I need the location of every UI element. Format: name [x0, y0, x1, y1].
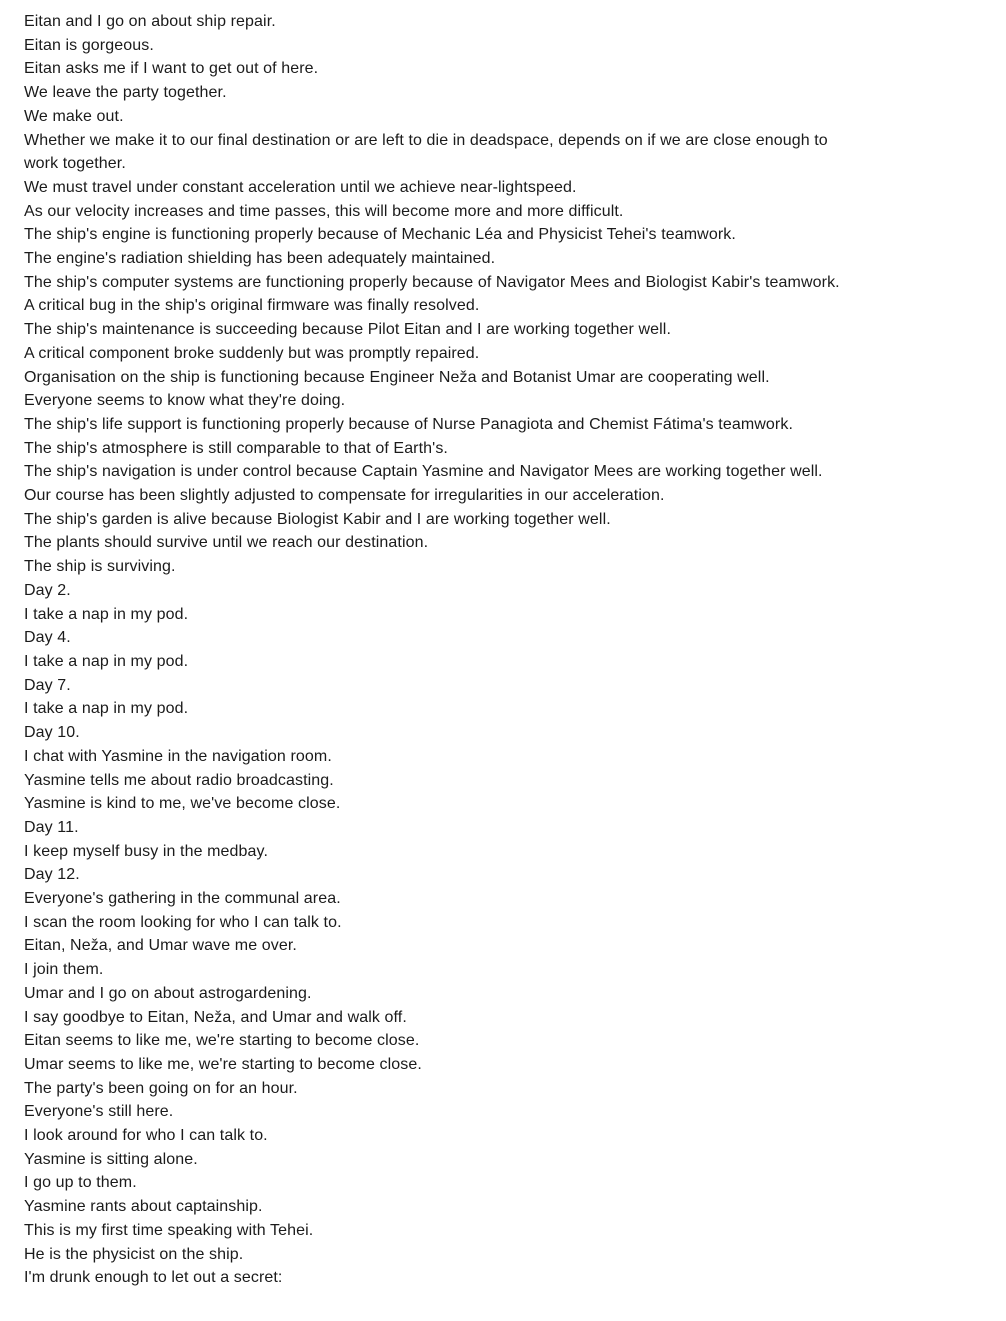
text-line: The ship's engine is functioning properly because of Mechanic Léa and Physicist Tehei's teamwork.: [24, 226, 736, 244]
text-line: I say goodbye to Eitan, Neža, and Umar and walk off.: [24, 1008, 407, 1026]
text-line: Organisation on the ship is functioning because Engineer Neža and Botanist Umar are cooperating well.: [24, 368, 770, 386]
text-line: Yasmine is kind to me, we've become close.: [24, 795, 341, 813]
text-line: I join them.: [24, 961, 104, 979]
text-line: We leave the party together.: [24, 84, 227, 102]
text-line: Eitan is gorgeous.: [24, 36, 154, 54]
text-line: I'm drunk enough to let out a secret:: [24, 1269, 283, 1287]
text-line: Eitan, Neža, and Umar wave me over.: [24, 937, 297, 955]
text-line: The ship's maintenance is succeeding because Pilot Eitan and I are working together well.: [24, 321, 671, 339]
text-line: Day 2.: [24, 581, 71, 599]
text-line: Yasmine rants about captainship.: [24, 1198, 263, 1216]
text-line: Eitan seems to like me, we're starting to become close.: [24, 1032, 420, 1050]
text-line: I go up to them.: [24, 1174, 137, 1192]
text-line: The ship's life support is functioning properly because of Nurse Panagiota and Chemist Fátima's teamwork.: [24, 415, 793, 433]
text-line: The ship's computer systems are functioning properly because of Navigator Mees and Biologist Kabir's teamwork.: [24, 273, 840, 291]
text-line: Eitan and I go on about ship repair.: [24, 13, 276, 30]
text-line: Day 10.: [24, 724, 80, 742]
text-line: Everyone's gathering in the communal area.: [24, 890, 341, 908]
text-line: Yasmine is sitting alone.: [24, 1150, 198, 1168]
text-line: Whether we make it to our final destination or are left to die in deadspace, depends on if we are close enough to: [24, 131, 828, 149]
text-line: As our velocity increases and time passes, this will become more and more difficult.: [24, 202, 624, 220]
text-line: I look around for who I can talk to.: [24, 1127, 268, 1145]
text-line: Umar seems to like me, we're starting to become close.: [24, 1055, 422, 1073]
text-line: He is the physicist on the ship.: [24, 1245, 244, 1263]
text-line: Everyone seems to know what they're doing.: [24, 392, 346, 410]
text-line: Day 11.: [24, 818, 79, 836]
text-line: This is my first time speaking with Tehei.: [24, 1221, 314, 1239]
text-line: The plants should survive until we reach our destination.: [24, 534, 429, 552]
document-body: [24, 10, 990, 1290]
text-line: I take a nap in my pod.: [24, 605, 189, 623]
text-line: Everyone's still here.: [24, 1103, 174, 1121]
text-line: We make out.: [24, 107, 124, 125]
text-line: Eitan asks me if I want to get out of here.: [24, 60, 319, 78]
text-line: Day 7.: [24, 676, 71, 694]
text-line: I keep myself busy in the medbay.: [24, 842, 269, 860]
text-line: Our course has been slightly adjusted to compensate for irregularities in our acceleration.: [24, 487, 665, 505]
text-line: Day 12.: [24, 866, 80, 884]
text-line: I chat with Yasmine in the navigation room.: [24, 747, 332, 765]
text-line: I take a nap in my pod.: [24, 652, 189, 670]
text-line: The ship is surviving.: [24, 558, 176, 576]
text-line: I scan the room looking for who I can talk to.: [24, 913, 342, 931]
text-line: The party's been going on for an hour.: [24, 1079, 298, 1097]
text-line: The ship's navigation is under control because Captain Yasmine and Navigator Mees are working together well.: [24, 463, 823, 481]
text-line: Yasmine tells me about radio broadcasting.: [24, 771, 334, 789]
text-line: A critical component broke suddenly but was promptly repaired.: [24, 344, 480, 362]
text-line: The ship's atmosphere is still comparable to that of Earth's.: [24, 439, 448, 457]
text-line: The engine's radiation shielding has been adequately maintained.: [24, 250, 496, 268]
text-line: Umar and I go on about astrogardening.: [24, 984, 312, 1002]
text-line: Day 4.: [24, 629, 71, 647]
text-line: work together.: [24, 155, 126, 173]
text-line: We must travel under constant acceleration until we achieve near-lightspeed.: [24, 178, 577, 196]
text-line: A critical bug in the ship's original firmware was finally resolved.: [24, 297, 480, 315]
text-line: I take a nap in my pod.: [24, 700, 189, 718]
text-line: The ship's garden is alive because Biologist Kabir and I are working together well.: [24, 510, 611, 528]
